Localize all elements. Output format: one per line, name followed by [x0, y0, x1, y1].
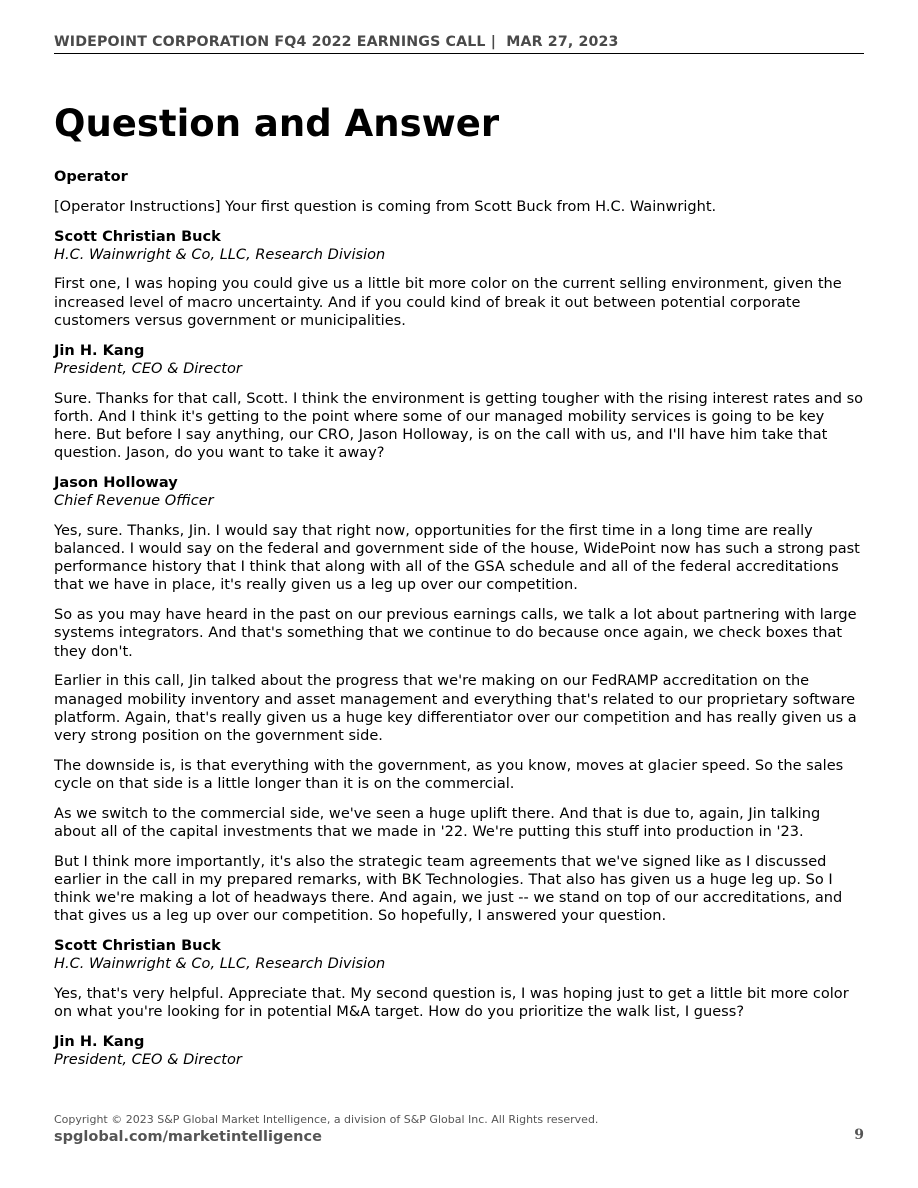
transcript-paragraph: So as you may have heard in the past on our previous earnings calls, we talk a lot about partnering with large systems integrators. And that's something that we continue to do because once again, we check boxes that they don't. [54, 606, 857, 660]
transcript-entry [54, 342, 866, 378]
speaker-role: President, CEO & Director [54, 1051, 242, 1069]
transcript-paragraph: As we switch to the commercial side, we've seen a huge uplift there. And that is due to, again, Jin talking about all of the capital investments that we made in '22. We're putting this stuff into production in '23. [54, 804, 821, 841]
page-footer [54, 1113, 864, 1147]
running-header [54, 34, 864, 54]
transcript-paragraph: Earlier in this call, Jin talked about the progress that we're making on our FedRAMP accreditation on the managed mobility inventory and asset management and everything that's related to our proprietary software platform. Again, that's really given us a huge key differentiator over our competition and has really given us a very strong position on the government side. [54, 672, 857, 745]
transcript-paragraph: But I think more importantly, it's also the strategic team agreements that we've signed like as I discussed earlier in the call in my prepared remarks, with BK Technologies. That also has given us a huge leg up. So I think we're making a lot of headways there. And again, we just -- we stand on top of our accreditations, and that gives us a leg up over our competition. So hopefully, I answered your question. [54, 852, 843, 925]
speaker-name: Jason Holloway [54, 473, 178, 491]
footer-link[interactable]: spglobal.com/marketintelligence [54, 1129, 322, 1145]
speaker-role: Chief Revenue Officer [54, 492, 214, 510]
speaker-name: Operator [54, 168, 128, 185]
speaker-name: Jin H. Kang [54, 341, 145, 359]
header-company: WIDEPOINT CORPORATION FQ4 2022 EARNINGS CALL [54, 34, 486, 50]
transcript-entry [54, 1033, 866, 1069]
page-number: 9 [854, 1127, 864, 1143]
transcript [54, 168, 866, 1081]
transcript-paragraph: First one, I was hoping you could give us a little bit more color on the current selling environment, given the increased level of macro uncertainty. And if you could kind of break it out between potential corporate customers versus government or municipalities. [54, 275, 842, 329]
copyright-notice: Copyright © 2023 S&P Global Market Intelligence, a division of S&P Global Inc. All Rights reserved. [54, 1113, 599, 1126]
page-title: Question and Answer [54, 102, 500, 145]
speaker-name: Scott Christian Buck [54, 227, 221, 245]
transcript-paragraph: Sure. Thanks for that call, Scott. I think the environment is getting tougher with the rising interest rates and so forth. And I think it's getting to the point where some of our managed mobility services is going to be key here. But before I say anything, our CRO, Jason Holloway, is on the call with us, and I'll have him take that question. Jason, do you want to take it away? [54, 389, 864, 462]
transcript-entry [54, 228, 866, 264]
speaker-name: Jin H. Kang [54, 1033, 145, 1051]
transcript-paragraph: Yes, that's very helpful. Appreciate that. My second question is, I was hoping just to get a little bit more color on what you're looking for in potential M&A target. How do you prioritize the walk list, I guess? [54, 985, 849, 1021]
speaker-role: President, CEO & Director [54, 359, 242, 377]
transcript-paragraph: Yes, sure. Thanks, Jin. I would say that right now, opportunities for the first time in a long time are really balanced. I would say on the federal and government side of the house, WidePoint now has such a strong past performance history that I think that along with all of the GSA schedule and all of the federal accreditations that we have in place, it's really given us a leg up over our competition. [54, 521, 860, 594]
transcript-entry [54, 474, 866, 510]
transcript-entry [54, 937, 866, 973]
transcript-paragraph: [Operator Instructions] Your first question is coming from Scott Buck from H.C. Wainwright. [54, 197, 717, 215]
transcript-entry [54, 168, 866, 186]
transcript-paragraph: The downside is, is that everything with the government, as you know, moves at glacier speed. So the sales cycle on that side is a little longer than it is on the commercial. [54, 756, 844, 793]
speaker-role: H.C. Wainwright & Co, LLC, Research Division [54, 245, 386, 263]
header-separator: | [490, 34, 497, 50]
header-date: MAR 27, 2023 [506, 34, 619, 50]
speaker-role: H.C. Wainwright & Co, LLC, Research Division [54, 955, 386, 973]
speaker-name: Scott Christian Buck [54, 937, 221, 955]
